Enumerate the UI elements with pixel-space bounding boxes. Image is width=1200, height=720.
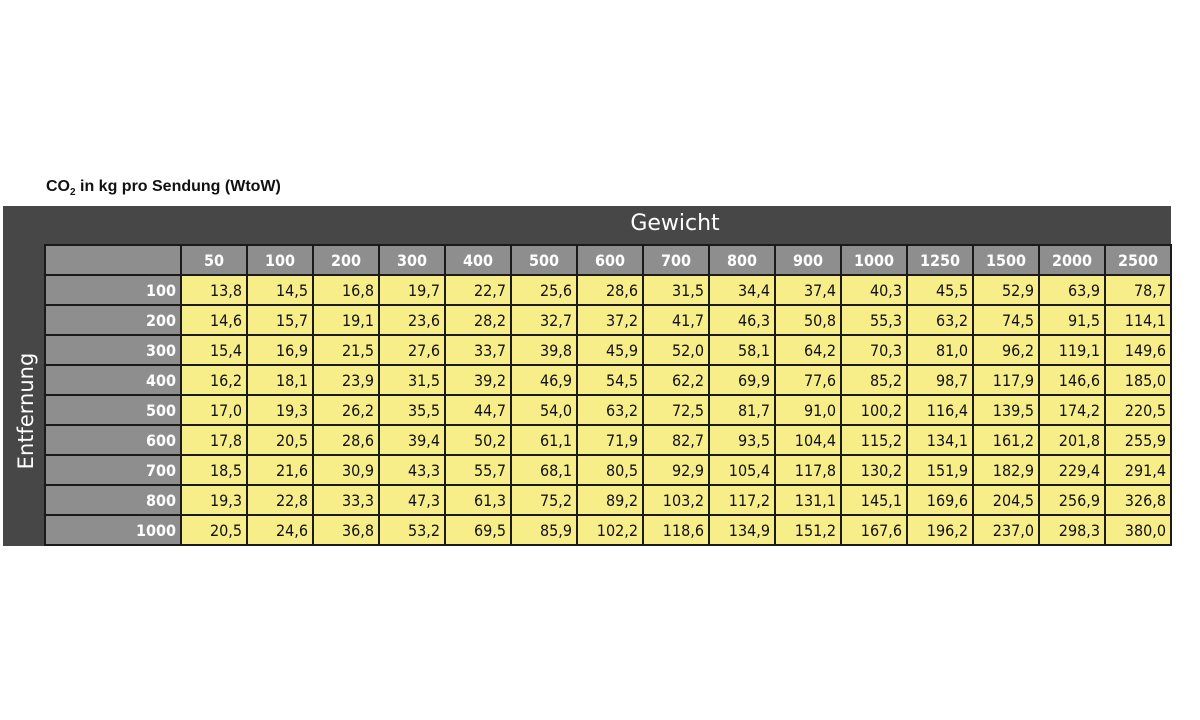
value-cell: 36,8 (314, 516, 378, 544)
value-cell: 62,2 (644, 366, 708, 394)
value-cell: 69,5 (446, 516, 510, 544)
value-cell: 15,7 (248, 306, 312, 334)
column-header: 1000 (842, 246, 906, 274)
value-cell: 92,9 (644, 456, 708, 484)
value-cell: 74,5 (974, 306, 1038, 334)
value-cell: 53,2 (380, 516, 444, 544)
value-cell: 27,6 (380, 336, 444, 364)
value-cell: 134,9 (710, 516, 774, 544)
value-cell: 117,9 (974, 366, 1038, 394)
value-cell: 115,2 (842, 426, 906, 454)
value-cell: 82,7 (644, 426, 708, 454)
value-cell: 77,6 (776, 366, 840, 394)
value-cell: 39,4 (380, 426, 444, 454)
value-cell: 64,2 (776, 336, 840, 364)
value-cell: 69,9 (710, 366, 774, 394)
value-cell: 41,7 (644, 306, 708, 334)
table-row (46, 366, 1170, 394)
value-cell: 75,2 (512, 486, 576, 514)
value-cell: 33,3 (314, 486, 378, 514)
value-cell: 20,5 (248, 426, 312, 454)
value-cell: 63,2 (908, 306, 972, 334)
value-cell: 39,8 (512, 336, 576, 364)
row-header: 800 (46, 486, 180, 514)
value-cell: 14,6 (182, 306, 246, 334)
value-cell: 33,7 (446, 336, 510, 364)
title-subscript: 2 (70, 187, 76, 199)
value-cell: 19,3 (182, 486, 246, 514)
column-header: 100 (248, 246, 312, 274)
value-cell: 146,6 (1040, 366, 1104, 394)
title-prefix: CO (46, 178, 70, 195)
value-cell: 44,7 (446, 396, 510, 424)
value-cell: 103,2 (644, 486, 708, 514)
value-cell: 220,5 (1106, 396, 1170, 424)
value-cell: 54,5 (578, 366, 642, 394)
value-cell: 19,1 (314, 306, 378, 334)
table-row (46, 336, 1170, 364)
value-cell: 78,7 (1106, 276, 1170, 304)
value-cell: 19,7 (380, 276, 444, 304)
value-cell: 291,4 (1106, 456, 1170, 484)
value-cell: 169,6 (908, 486, 972, 514)
value-cell: 25,6 (512, 276, 576, 304)
value-cell: 46,9 (512, 366, 576, 394)
value-cell: 28,6 (578, 276, 642, 304)
value-cell: 85,9 (512, 516, 576, 544)
value-cell: 63,9 (1040, 276, 1104, 304)
value-cell: 116,4 (908, 396, 972, 424)
value-cell: 100,2 (842, 396, 906, 424)
corner-cell (46, 246, 180, 274)
value-cell: 39,2 (446, 366, 510, 394)
row-header: 700 (46, 456, 180, 484)
value-cell: 149,6 (1106, 336, 1170, 364)
column-header: 2000 (1040, 246, 1104, 274)
value-cell: 201,8 (1040, 426, 1104, 454)
column-header: 700 (644, 246, 708, 274)
value-cell: 326,8 (1106, 486, 1170, 514)
value-cell: 58,1 (710, 336, 774, 364)
value-cell: 46,3 (710, 306, 774, 334)
value-cell: 23,6 (380, 306, 444, 334)
value-cell: 16,8 (314, 276, 378, 304)
table-row (46, 486, 1170, 514)
value-cell: 61,3 (446, 486, 510, 514)
value-cell: 96,2 (974, 336, 1038, 364)
value-cell: 85,2 (842, 366, 906, 394)
table-row (46, 396, 1170, 424)
value-cell: 151,9 (908, 456, 972, 484)
value-cell: 14,5 (248, 276, 312, 304)
row-header: 500 (46, 396, 180, 424)
value-cell: 43,3 (380, 456, 444, 484)
value-cell: 70,3 (842, 336, 906, 364)
value-cell: 61,1 (512, 426, 576, 454)
value-cell: 91,5 (1040, 306, 1104, 334)
value-cell: 50,2 (446, 426, 510, 454)
value-cell: 55,3 (842, 306, 906, 334)
value-cell: 35,5 (380, 396, 444, 424)
value-cell: 71,9 (578, 426, 642, 454)
value-cell: 20,5 (182, 516, 246, 544)
value-cell: 55,7 (446, 456, 510, 484)
title-suffix: in kg pro Sendung (WtoW) (75, 178, 281, 195)
value-cell: 31,5 (380, 366, 444, 394)
value-cell: 17,8 (182, 426, 246, 454)
row-header: 200 (46, 306, 180, 334)
value-cell: 380,0 (1106, 516, 1170, 544)
value-cell: 119,1 (1040, 336, 1104, 364)
column-header: 900 (776, 246, 840, 274)
column-axis-label: Gewicht (630, 211, 720, 236)
column-header: 2500 (1106, 246, 1170, 274)
value-cell: 196,2 (908, 516, 972, 544)
row-header: 100 (46, 276, 180, 304)
column-header: 50 (182, 246, 246, 274)
value-cell: 17,0 (182, 396, 246, 424)
value-cell: 174,2 (1040, 396, 1104, 424)
value-cell: 16,2 (182, 366, 246, 394)
value-cell: 131,1 (776, 486, 840, 514)
table-row (46, 426, 1170, 454)
value-cell: 21,5 (314, 336, 378, 364)
value-cell: 130,2 (842, 456, 906, 484)
value-cell: 22,8 (248, 486, 312, 514)
row-header: 400 (46, 366, 180, 394)
column-header: 300 (380, 246, 444, 274)
value-cell: 37,2 (578, 306, 642, 334)
value-cell: 72,5 (644, 396, 708, 424)
value-cell: 151,2 (776, 516, 840, 544)
value-cell: 34,4 (710, 276, 774, 304)
value-cell: 256,9 (1040, 486, 1104, 514)
table-row (46, 276, 1170, 304)
column-header: 400 (446, 246, 510, 274)
value-cell: 102,2 (578, 516, 642, 544)
row-header: 600 (46, 426, 180, 454)
value-cell: 145,1 (842, 486, 906, 514)
value-cell: 81,0 (908, 336, 972, 364)
value-cell: 37,4 (776, 276, 840, 304)
chart-title (46, 178, 281, 198)
value-cell: 24,6 (248, 516, 312, 544)
value-cell: 134,1 (908, 426, 972, 454)
column-header: 600 (578, 246, 642, 274)
value-cell: 91,0 (776, 396, 840, 424)
value-cell: 31,5 (644, 276, 708, 304)
column-header: 1500 (974, 246, 1038, 274)
value-cell: 50,8 (776, 306, 840, 334)
value-cell: 68,1 (512, 456, 576, 484)
value-cell: 40,3 (842, 276, 906, 304)
row-header: 300 (46, 336, 180, 364)
value-cell: 93,5 (710, 426, 774, 454)
value-cell: 298,3 (1040, 516, 1104, 544)
value-cell: 21,6 (248, 456, 312, 484)
value-cell: 104,4 (776, 426, 840, 454)
value-cell: 117,2 (710, 486, 774, 514)
value-cell: 30,9 (314, 456, 378, 484)
value-cell: 237,0 (974, 516, 1038, 544)
column-header: 200 (314, 246, 378, 274)
value-cell: 15,4 (182, 336, 246, 364)
value-cell: 117,8 (776, 456, 840, 484)
value-cell: 47,3 (380, 486, 444, 514)
value-cell: 13,8 (182, 276, 246, 304)
value-cell: 22,7 (446, 276, 510, 304)
header-row (46, 246, 1170, 274)
value-cell: 32,7 (512, 306, 576, 334)
value-cell: 161,2 (974, 426, 1038, 454)
value-cell: 105,4 (710, 456, 774, 484)
value-cell: 204,5 (974, 486, 1038, 514)
value-cell: 114,1 (1106, 306, 1170, 334)
value-cell: 80,5 (578, 456, 642, 484)
value-cell: 63,2 (578, 396, 642, 424)
value-cell: 28,2 (446, 306, 510, 334)
value-cell: 45,9 (578, 336, 642, 364)
row-header: 1000 (46, 516, 180, 544)
value-cell: 185,0 (1106, 366, 1170, 394)
value-cell: 54,0 (512, 396, 576, 424)
value-cell: 52,0 (644, 336, 708, 364)
column-header: 500 (512, 246, 576, 274)
value-cell: 26,2 (314, 396, 378, 424)
table-row (46, 516, 1170, 544)
value-cell: 182,9 (974, 456, 1038, 484)
row-axis-label: Entfernung (14, 352, 38, 470)
value-cell: 18,1 (248, 366, 312, 394)
value-cell: 45,5 (908, 276, 972, 304)
value-cell: 98,7 (908, 366, 972, 394)
table-body (46, 276, 1170, 544)
value-cell: 28,6 (314, 426, 378, 454)
value-cell: 16,9 (248, 336, 312, 364)
value-cell: 255,9 (1106, 426, 1170, 454)
value-cell: 167,6 (842, 516, 906, 544)
value-cell: 19,3 (248, 396, 312, 424)
table-row (46, 306, 1170, 334)
value-cell: 81,7 (710, 396, 774, 424)
value-cell: 52,9 (974, 276, 1038, 304)
column-header: 800 (710, 246, 774, 274)
value-cell: 139,5 (974, 396, 1038, 424)
value-cell: 118,6 (644, 516, 708, 544)
value-cell: 18,5 (182, 456, 246, 484)
column-header: 1250 (908, 246, 972, 274)
value-cell: 23,9 (314, 366, 378, 394)
value-cell: 89,2 (578, 486, 642, 514)
table-row (46, 456, 1170, 484)
co2-table (44, 244, 1172, 546)
value-cell: 229,4 (1040, 456, 1104, 484)
